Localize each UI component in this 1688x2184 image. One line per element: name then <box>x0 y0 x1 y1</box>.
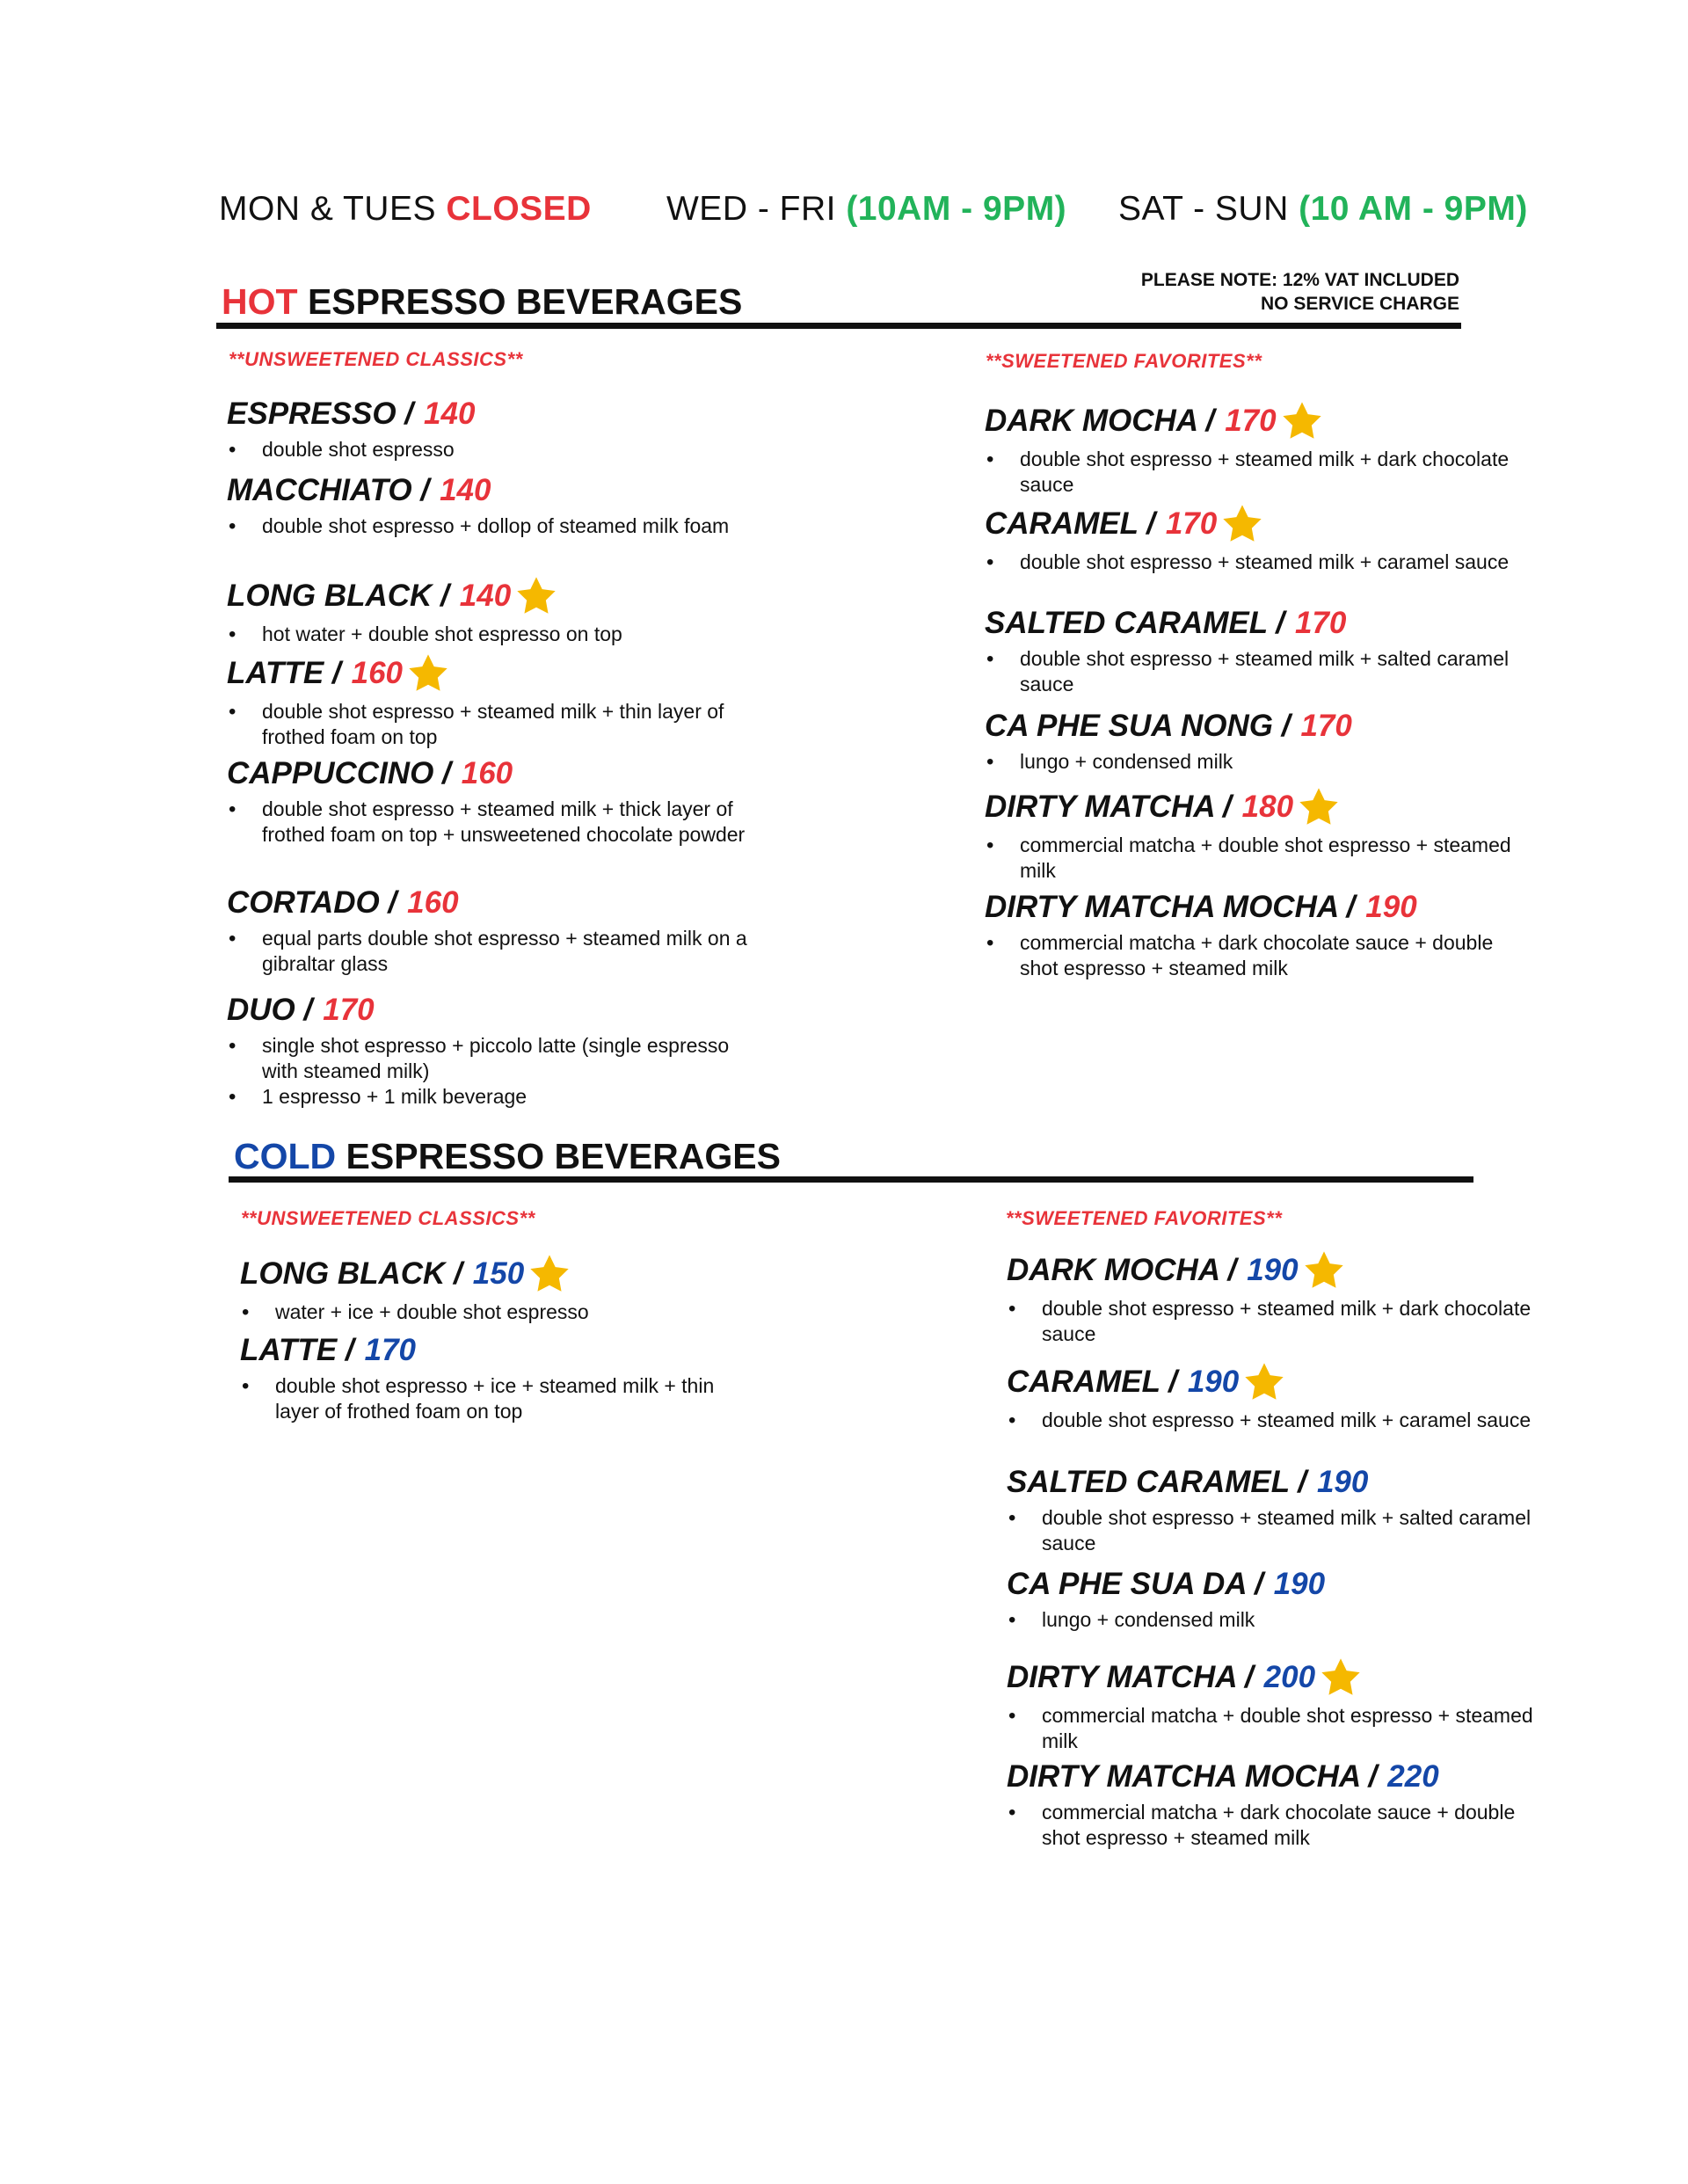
item-price: 190 <box>1247 1253 1299 1287</box>
star-icon <box>1280 399 1324 443</box>
star-icon <box>1319 1656 1363 1700</box>
description-line: • lungo + condensed milk <box>1020 749 1512 775</box>
item-name-row <box>227 884 825 922</box>
item-name-row <box>227 991 825 1030</box>
menu-item <box>1007 1463 1604 1556</box>
item-name: SALTED CARAMEL / <box>1007 1465 1306 1499</box>
menu-item <box>227 395 825 462</box>
item-description <box>240 1373 750 1424</box>
description-line: • double shot espresso + dollop of steamed milk foam <box>262 513 754 539</box>
description-line: • water + ice + double shot espresso <box>275 1299 750 1325</box>
menu-item <box>227 574 825 647</box>
hot-title-word: HOT <box>222 281 298 322</box>
item-price: 140 <box>424 397 476 431</box>
item-name: LATTE / <box>227 656 341 690</box>
item-price: 160 <box>407 885 459 920</box>
item-name-row <box>985 785 1582 829</box>
item-name-row <box>1007 1565 1604 1604</box>
item-description <box>227 622 754 647</box>
hours-mon-tue <box>219 190 592 229</box>
description-line: • double shot espresso + steamed milk + dark chocolate sauce <box>1042 1296 1534 1347</box>
item-price: 160 <box>461 756 513 790</box>
hot-section-title <box>222 281 742 323</box>
description-line: • commercial matcha + double shot espresso + steamed milk <box>1042 1703 1534 1754</box>
star-icon <box>528 1252 571 1296</box>
hours-label: SAT - SUN <box>1118 190 1299 228</box>
item-price: 170 <box>364 1333 417 1367</box>
menu-item <box>1007 1360 1604 1433</box>
item-name: LATTE / <box>240 1333 354 1367</box>
description-line: • double shot espresso + steamed milk + thin layer of frothed foam on top <box>262 699 754 750</box>
item-price: 170 <box>323 993 375 1027</box>
cold-title-rest: ESPRESSO BEVERAGES <box>336 1136 781 1176</box>
item-name-row <box>227 395 825 433</box>
vat-note <box>1029 268 1459 316</box>
item-description <box>1007 1505 1534 1556</box>
hours-value: (10 AM - 9PM) <box>1299 190 1528 228</box>
hot-title-rest: ESPRESSO BEVERAGES <box>297 281 743 322</box>
item-name: ESPRESSO / <box>227 397 414 431</box>
menu-item <box>240 1252 820 1325</box>
item-name-row <box>240 1331 820 1370</box>
item-description <box>227 1033 754 1110</box>
item-name: LONG BLACK / <box>227 579 449 613</box>
description-line: • double shot espresso + steamed milk + caramel sauce <box>1020 550 1512 575</box>
menu-item <box>985 502 1582 575</box>
item-name: LONG BLACK / <box>240 1256 462 1291</box>
item-price: 170 <box>1165 506 1218 541</box>
item-name: SALTED CARAMEL / <box>985 606 1284 640</box>
item-price: 150 <box>472 1256 525 1291</box>
star-icon <box>514 574 558 618</box>
item-name: DUO / <box>227 993 313 1027</box>
item-name: CA PHE SUA DA / <box>1007 1567 1263 1601</box>
item-name-row <box>985 604 1582 643</box>
menu-item <box>1007 1656 1604 1754</box>
item-price: 140 <box>440 473 491 507</box>
item-description <box>227 797 754 848</box>
item-name-row <box>1007 1656 1604 1700</box>
star-icon <box>1297 785 1341 829</box>
menu-item <box>240 1331 820 1424</box>
star-icon <box>406 652 450 695</box>
item-description <box>985 930 1512 981</box>
description-line: • double shot espresso <box>262 437 754 462</box>
menu-item <box>1007 1249 1604 1347</box>
cold-left-subhead: **UNSWEETENED CLASSICS** <box>241 1207 535 1229</box>
description-line: • commercial matcha + dark chocolate sauce + double shot espresso + steamed milk <box>1042 1800 1534 1851</box>
description-line: • double shot espresso + steamed milk + salted caramel sauce <box>1020 646 1512 697</box>
description-line: • equal parts double shot espresso + steamed milk on a gibraltar glass <box>262 926 754 977</box>
item-price: 190 <box>1273 1567 1326 1601</box>
star-icon <box>1302 1249 1346 1292</box>
menu-item <box>985 785 1582 884</box>
item-name-row <box>227 754 825 793</box>
item-name-row <box>985 502 1582 546</box>
item-description <box>1007 1607 1534 1633</box>
description-line: • commercial matcha + dark chocolate sauce + double shot espresso + steamed milk <box>1020 930 1512 981</box>
item-name: CORTADO / <box>227 885 397 920</box>
item-description <box>1007 1408 1534 1433</box>
menu-item <box>1007 1565 1604 1633</box>
description-line: • 1 espresso + 1 milk beverage <box>262 1084 754 1110</box>
item-name-row <box>227 574 825 618</box>
description-line: • double shot espresso + steamed milk + salted caramel sauce <box>1042 1505 1534 1556</box>
item-price: 180 <box>1241 790 1294 824</box>
item-name-row <box>240 1252 820 1296</box>
item-description <box>985 447 1512 498</box>
item-description <box>1007 1296 1534 1347</box>
hours-wed-fri <box>666 190 1066 229</box>
cold-title-word: COLD <box>234 1136 337 1176</box>
hours-value: (10AM - 9PM) <box>846 190 1067 228</box>
description-line: • commercial matcha + double shot espresso + steamed milk <box>1020 833 1512 884</box>
description-line: • double shot espresso + steamed milk + dark chocolate sauce <box>1020 447 1512 498</box>
item-price: 160 <box>351 656 404 690</box>
item-price: 170 <box>1294 606 1347 640</box>
item-name: DIRTY MATCHA MOCHA / <box>985 890 1356 924</box>
item-name-row <box>227 652 825 695</box>
item-price: 200 <box>1263 1660 1316 1694</box>
cold-section-divider <box>229 1176 1473 1183</box>
item-name-row <box>1007 1249 1604 1292</box>
item-name: CAPPUCCINO / <box>227 756 451 790</box>
menu-item <box>227 884 825 977</box>
service-note-line: NO SERVICE CHARGE <box>1261 294 1459 314</box>
star-icon <box>1242 1360 1286 1404</box>
item-price: 140 <box>459 579 512 613</box>
item-description <box>227 926 754 977</box>
cold-section-title <box>234 1136 781 1177</box>
item-name: MACCHIATO / <box>227 473 430 507</box>
item-description <box>1007 1800 1534 1851</box>
menu-item <box>227 991 825 1110</box>
menu-item <box>985 399 1582 498</box>
menu-item <box>227 754 825 848</box>
description-line: • lungo + condensed milk <box>1042 1607 1534 1633</box>
cold-right-subhead: **SWEETENED FAVORITES** <box>1006 1207 1283 1229</box>
item-description <box>227 437 754 462</box>
item-description <box>227 699 754 750</box>
item-price: 190 <box>1316 1465 1369 1499</box>
item-description <box>985 749 1512 775</box>
item-price: 170 <box>1300 709 1352 743</box>
item-description <box>985 550 1512 575</box>
menu-item <box>1007 1758 1604 1851</box>
item-description <box>1007 1703 1534 1754</box>
description-line: • double shot espresso + ice + steamed milk + thin layer of frothed foam on top <box>275 1373 750 1424</box>
description-line: • double shot espresso + steamed milk + caramel sauce <box>1042 1408 1534 1433</box>
item-name-row <box>1007 1463 1604 1502</box>
item-name: CARAMEL / <box>1007 1365 1177 1399</box>
menu-item <box>985 707 1582 775</box>
description-line: • double shot espresso + steamed milk + thick layer of frothed foam on top + unsweetened chocolate powder <box>262 797 754 848</box>
hours-label: MON & TUES <box>219 190 447 228</box>
star-icon <box>1220 502 1264 546</box>
item-description <box>227 513 754 539</box>
item-name: DIRTY MATCHA MOCHA / <box>1007 1759 1378 1794</box>
item-name: DIRTY MATCHA / <box>1007 1660 1254 1694</box>
description-line: • hot water + double shot espresso on top <box>262 622 754 647</box>
item-description <box>985 646 1512 697</box>
item-name: DARK MOCHA / <box>1007 1253 1237 1287</box>
item-name-row <box>985 399 1582 443</box>
item-name-row <box>1007 1758 1604 1796</box>
hot-right-subhead: **SWEETENED FAVORITES** <box>986 350 1262 372</box>
item-name-row <box>985 888 1582 927</box>
item-description <box>240 1299 750 1325</box>
item-name: CARAMEL / <box>985 506 1155 541</box>
item-name-row <box>227 471 825 510</box>
item-name: CA PHE SUA NONG / <box>985 709 1291 743</box>
item-price: 190 <box>1365 890 1417 924</box>
menu-item <box>227 652 825 750</box>
hours-sat-sun <box>1118 190 1528 229</box>
hot-left-subhead: **UNSWEETENED CLASSICS** <box>229 348 523 370</box>
menu-item <box>985 888 1582 981</box>
hot-section-divider <box>216 323 1461 329</box>
item-price: 220 <box>1387 1759 1439 1794</box>
menu-item <box>227 471 825 539</box>
vat-note-line: PLEASE NOTE: 12% VAT INCLUDED <box>1140 270 1459 290</box>
item-price: 190 <box>1187 1365 1240 1399</box>
description-line: • single shot espresso + piccolo latte (single espresso with steamed milk) <box>262 1033 754 1084</box>
item-name: DARK MOCHA / <box>985 404 1215 438</box>
item-name: DIRTY MATCHA / <box>985 790 1232 824</box>
item-name-row <box>1007 1360 1604 1404</box>
menu-item <box>985 604 1582 697</box>
item-description <box>985 833 1512 884</box>
hours-value: CLOSED <box>446 190 592 228</box>
hours-label: WED - FRI <box>666 190 847 228</box>
item-name-row <box>985 707 1582 746</box>
item-price: 170 <box>1225 404 1277 438</box>
